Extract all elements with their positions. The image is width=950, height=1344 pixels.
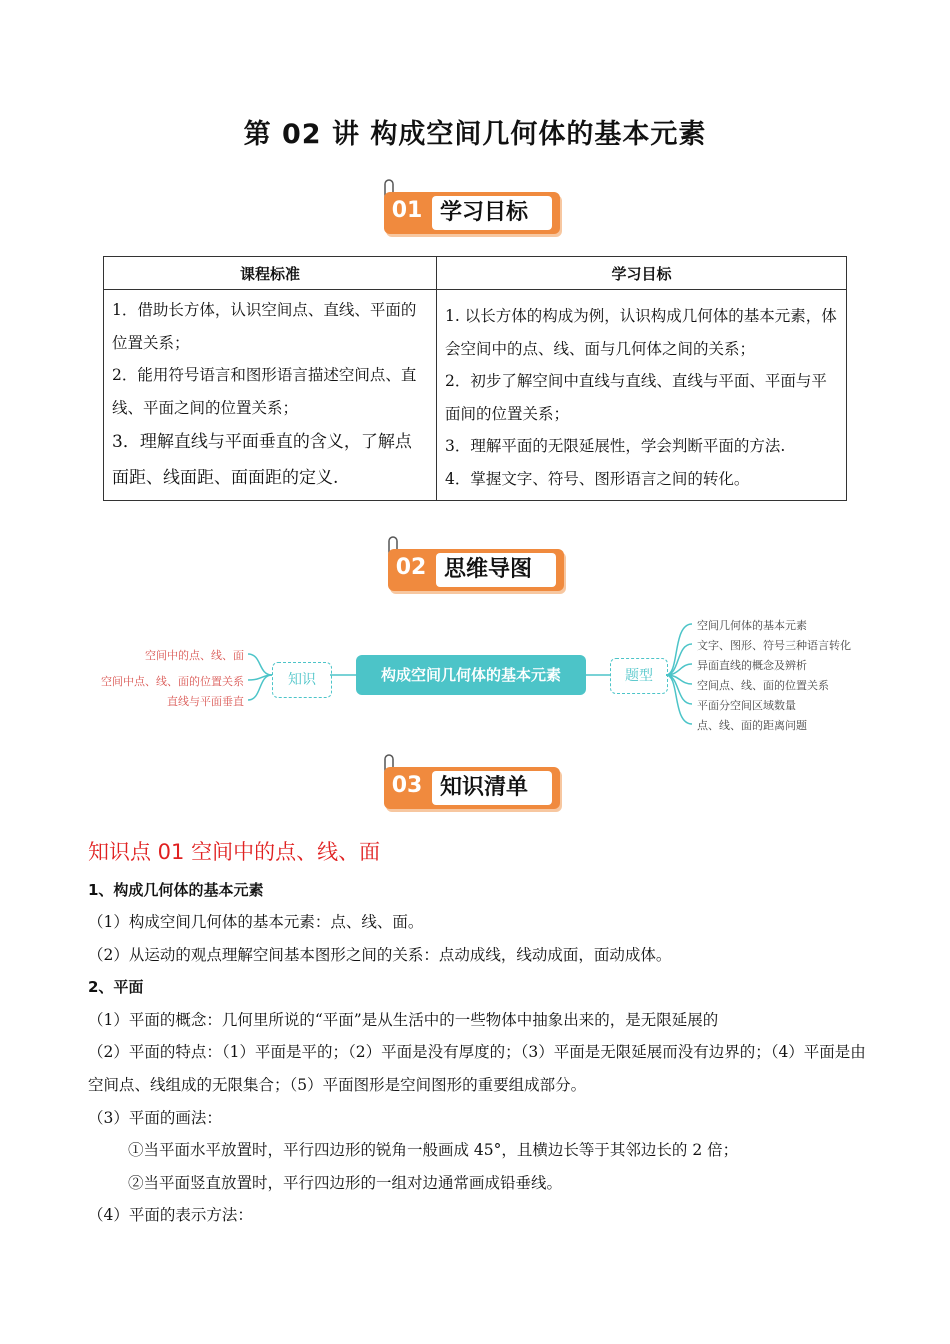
mindmap-leaf: 空间几何体的基本元素 [697, 619, 807, 632]
mindmap-leaf: 空间点、线、面的位置关系 [697, 679, 829, 692]
paragraph: ①当平面水平放置时，平行四边形的锐角一般画成 45°，且横边长等于其邻边长的 2 倍； [128, 1141, 739, 1159]
section-banner-goals [380, 178, 570, 230]
paragraph: （1）平面的概念：几何里所说的“平面”是从生活中的一些物体中抽象出来的，是无限延展的 [88, 1011, 719, 1029]
section-banner-knowledge [380, 753, 570, 805]
paragraph: （2）平面的特点：（1）平面是平的；（2）平面是没有厚度的；（3）平面是无限延展而没有边界的；（4）平面是由空间点、线组成的无限集合；（5）平面图形是空间图形的重要组成部分。 [88, 1043, 866, 1094]
list-item: 3．理解平面的无限延展性，学会判断平面的方法. [445, 437, 786, 455]
list-item: 1. 以长方体的构成为例，认识构成几何体的基本元素，体会空间中的点、线、面与几何体之间的关系； [445, 307, 837, 358]
list-item: 2．初步了解空间中直线与直线、直线与平面、平面与平面间的位置关系； [445, 372, 827, 423]
section-heading: 2、平面 [88, 978, 144, 996]
mindmap-leaf: 直线与平面垂直 [167, 695, 244, 708]
list-item: 2．能用符号语言和图形语言描述空间点、直线、平面之间的位置关系； [112, 366, 417, 417]
course-standards-cell [104, 290, 437, 501]
mindmap-leaf: 文字、图形、符号三种语言转化 [697, 639, 851, 652]
table-header: 学习目标 [437, 257, 847, 290]
list-item: 1．借助长方体，认识空间点、直线、平面的位置关系； [112, 301, 417, 352]
banner-number: 01 [391, 198, 423, 223]
banner-label: 学习目标 [432, 196, 552, 230]
list-item: 3．理解直线与平面垂直的含义，了解点面距、线面距、面面距的定义. [112, 432, 412, 488]
mindmap-center-node: 构成空间几何体的基本元素 [356, 655, 586, 695]
mindmap-leaf: 空间中的点、线、面 [145, 649, 244, 662]
section-banner-mindmap [384, 535, 574, 587]
banner-number: 03 [391, 773, 423, 798]
paragraph: ②当平面竖直放置时，平行四边形的一组对边通常画成铅垂线。 [128, 1174, 563, 1192]
mindmap-knowledge-node: 知识 [272, 662, 332, 698]
mindmap-leaf: 平面分空间区域数量 [697, 699, 796, 712]
paragraph: （3）平面的画法： [88, 1109, 222, 1127]
list-item: 4．掌握文字、符号、图形语言之间的转化。 [445, 469, 750, 488]
paragraph: （1）构成空间几何体的基本元素：点、线、面。 [88, 913, 424, 931]
mindmap-leaf: 点、线、面的距离问题 [697, 719, 807, 732]
paragraph: （4）平面的表示方法： [88, 1206, 253, 1224]
mindmap-leaf: 空间中点、线、面的位置关系 [101, 675, 244, 688]
banner-number: 02 [395, 555, 427, 580]
learning-goals-cell [437, 290, 847, 501]
page-title: 第 02 讲 构成空间几何体的基本元素 [243, 119, 707, 150]
banner-label: 思维导图 [436, 553, 556, 587]
mindmap-question-type-node: 题型 [610, 658, 668, 694]
section-heading: 1、构成几何体的基本元素 [88, 881, 264, 899]
banner-label: 知识清单 [432, 771, 552, 805]
paragraph: （2）从运动的观点理解空间基本图形之间的关系：点动成线，线动成面，面动成体。 [88, 946, 672, 964]
knowledge-point-title: 知识点 01 空间中的点、线、面 [88, 840, 381, 864]
table-header: 课程标准 [104, 257, 437, 290]
goals-table [103, 256, 847, 501]
mindmap-leaf: 异面直线的概念及辨析 [697, 659, 807, 672]
